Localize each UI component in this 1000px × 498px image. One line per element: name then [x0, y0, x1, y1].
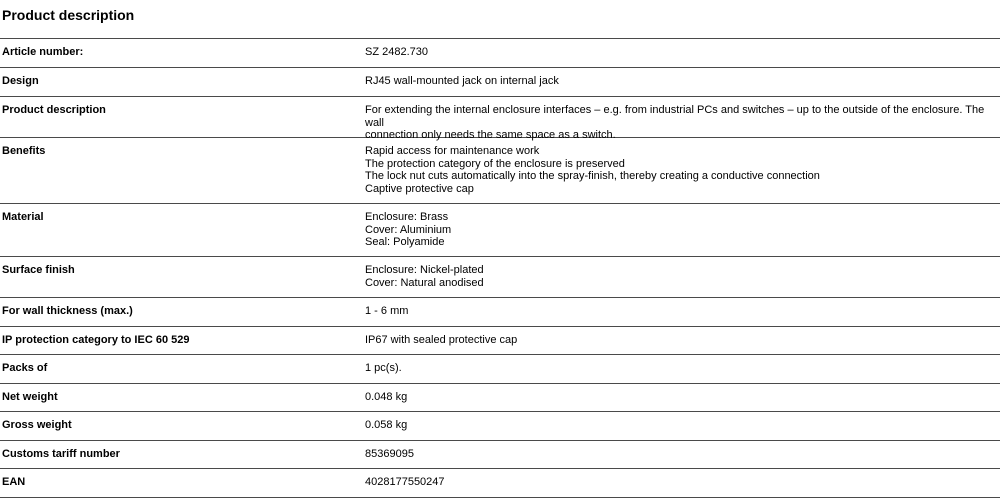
table-row	[0, 441, 1000, 469]
table-row	[0, 469, 1000, 498]
value-line: 1 - 6 mm	[365, 305, 409, 317]
row-label: Net weight	[2, 391, 58, 403]
row-value	[365, 68, 1000, 96]
value-line: For extending the internal enclosure interfaces – e.g. from industrial PCs and switches – up to the outside of the enclosure. The wall	[365, 104, 985, 129]
value-line: 85369095	[365, 448, 414, 460]
value-line: The protection category of the enclosure is preserved	[365, 157, 625, 170]
page-title: Product description	[2, 7, 135, 23]
row-value	[365, 441, 1000, 468]
table-row	[0, 138, 1000, 204]
row-value	[365, 204, 1000, 256]
table-row	[0, 39, 1000, 68]
value-line: RJ45 wall-mounted jack on internal jack	[365, 75, 559, 87]
row-value	[365, 97, 1000, 141]
row-value	[365, 469, 1000, 497]
table-row	[0, 298, 1000, 327]
value-line: Cover: Natural anodised	[365, 276, 484, 289]
row-label: Product description	[2, 104, 106, 116]
value-line: Rapid access for maintenance work	[365, 145, 540, 157]
row-label: Packs of	[2, 362, 48, 374]
value-line: Cover: Aluminium	[365, 223, 452, 236]
row-label: Design	[2, 75, 39, 87]
row-label: EAN	[2, 476, 26, 488]
table-row	[0, 327, 1000, 355]
row-label: Benefits	[2, 145, 46, 157]
row-label: For wall thickness (max.)	[2, 305, 133, 317]
value-line: connection only needs the same space as a switch.	[365, 129, 616, 141]
value-line: IP67 with sealed protective cap	[365, 334, 518, 346]
row-label: IP protection category to IEC 60 529	[2, 334, 190, 346]
row-value	[365, 257, 1000, 297]
row-label: Surface finish	[2, 264, 75, 276]
value-line: Enclosure: Nickel-plated	[365, 264, 484, 276]
row-value	[365, 327, 1000, 354]
row-label: Gross weight	[2, 419, 72, 431]
row-value	[365, 384, 1000, 411]
row-value	[365, 39, 1000, 67]
row-label: Article number:	[2, 46, 84, 58]
row-value	[365, 355, 1000, 383]
row-value	[365, 138, 1000, 203]
row-label: Customs tariff number	[2, 448, 120, 460]
table-row	[0, 355, 1000, 384]
value-line: Enclosure: Brass	[365, 211, 449, 223]
value-line: 1 pc(s).	[365, 362, 402, 374]
value-line: 0.048 kg	[365, 391, 408, 403]
value-line: SZ 2482.730	[365, 46, 428, 58]
value-line: Seal: Polyamide	[365, 236, 445, 248]
spec-table	[0, 38, 1000, 498]
value-line: Captive protective cap	[365, 182, 474, 195]
value-line: The lock nut cuts automatically into the spray-finish, thereby creating a conductive connection	[365, 170, 820, 182]
row-value	[365, 412, 1000, 440]
table-row	[0, 97, 1000, 141]
table-row	[0, 384, 1000, 412]
table-row	[0, 257, 1000, 298]
row-value	[365, 298, 1000, 326]
table-row	[0, 68, 1000, 97]
table-row	[0, 204, 1000, 257]
value-line: 4028177550247	[365, 476, 445, 488]
row-label: Material	[2, 211, 44, 223]
value-line: 0.058 kg	[365, 419, 408, 431]
table-row	[0, 412, 1000, 441]
